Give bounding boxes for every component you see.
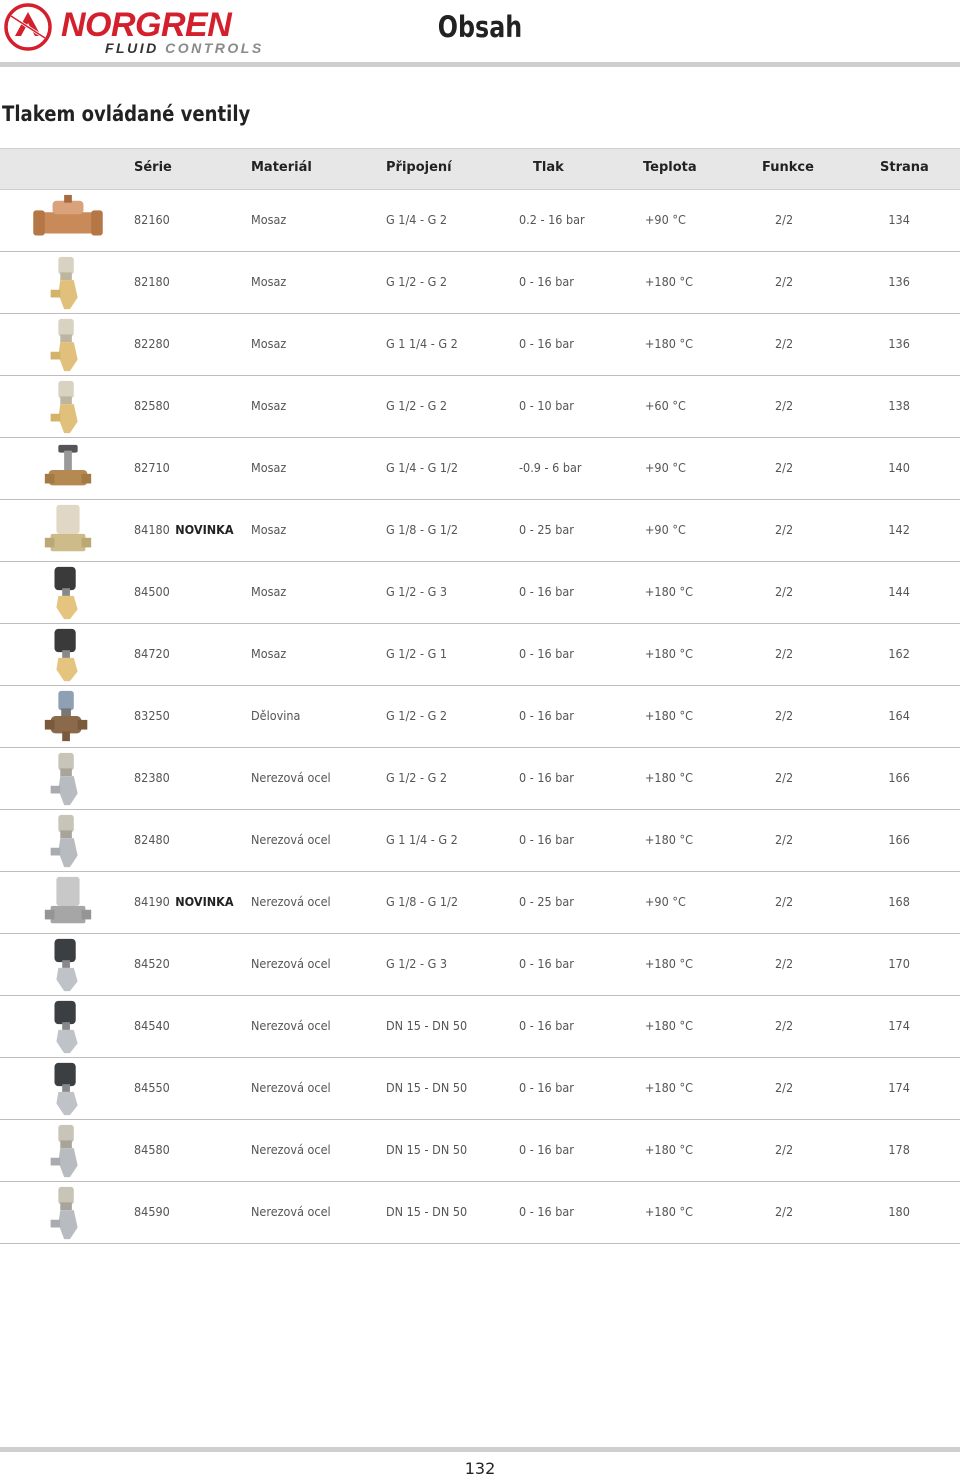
table-body xyxy=(0,190,960,1244)
cell-serie: 84540 xyxy=(134,1018,170,1033)
cell-teplota: +180 °C xyxy=(645,1080,693,1095)
cell-pripojeni: DN 15 - DN 50 xyxy=(386,1204,468,1219)
cell-strana: 134 xyxy=(888,212,910,227)
cell-strana: 162 xyxy=(888,646,910,661)
cell-serie: 84720 xyxy=(134,646,170,661)
cell-material: Mosaz xyxy=(251,274,287,289)
brass-angle-seat-valve-icon xyxy=(30,317,106,373)
cell-strana: 140 xyxy=(888,460,910,475)
cell-strana: 166 xyxy=(888,832,910,847)
cell-pripojeni: G 1/2 - G 1 xyxy=(386,646,448,661)
valve-table xyxy=(0,148,960,1244)
cell-material: Nerezová ocel xyxy=(251,956,331,971)
cell-tlak: 0.2 - 16 bar xyxy=(519,212,585,227)
cell-material: Mosaz xyxy=(251,646,287,661)
cell-tlak: 0 - 16 bar xyxy=(519,646,574,661)
cell-strana: 174 xyxy=(888,1018,910,1033)
column-header-serie: Série xyxy=(134,160,172,175)
cell-teplota: +90 °C xyxy=(645,460,686,475)
black-actuator-steel-valve-icon xyxy=(30,937,106,993)
table-row xyxy=(0,500,960,562)
cell-material: Dělovina xyxy=(251,708,301,723)
cell-funkce: 2/2 xyxy=(775,1018,794,1033)
header-divider xyxy=(0,62,960,67)
column-header-strana: Strana xyxy=(880,160,929,175)
bronze-globe-valve-icon xyxy=(30,689,106,745)
cell-material: Nerezová ocel xyxy=(251,894,331,909)
norgren-emblem-icon xyxy=(3,2,57,56)
cell-teplota: +180 °C xyxy=(645,274,693,289)
cell-material: Nerezová ocel xyxy=(251,770,331,785)
column-header-teplota: Teplota xyxy=(643,160,697,175)
cell-serie: 82480 xyxy=(134,832,170,847)
cell-pripojeni: G 1/2 - G 2 xyxy=(386,398,448,413)
cell-material: Mosaz xyxy=(251,336,287,351)
cell-funkce: 2/2 xyxy=(775,1204,794,1219)
brass-piston-valve-icon xyxy=(30,503,106,559)
cell-serie: 84500 xyxy=(134,584,170,599)
cell-pripojeni: G 1/4 - G 1/2 xyxy=(386,460,459,475)
novinka-badge: NOVINKA xyxy=(175,522,234,537)
cell-serie: 82380 xyxy=(134,770,170,785)
steel-angle-seat-valve-icon xyxy=(30,813,106,869)
cell-material: Nerezová ocel xyxy=(251,1018,331,1033)
cell-serie: 82580 xyxy=(134,398,170,413)
table-row xyxy=(0,190,960,252)
table-header xyxy=(0,148,960,190)
cell-serie: 84190 NOVINKA xyxy=(134,894,234,909)
table-row xyxy=(0,686,960,748)
cell-tlak: 0 - 16 bar xyxy=(519,584,574,599)
cell-tlak: -0.9 - 6 bar xyxy=(519,460,582,475)
cell-strana: 180 xyxy=(888,1204,910,1219)
cell-material: Nerezová ocel xyxy=(251,1080,331,1095)
cell-tlak: 0 - 16 bar xyxy=(519,1018,574,1033)
cell-tlak: 0 - 16 bar xyxy=(519,1142,574,1157)
cell-funkce: 2/2 xyxy=(775,1142,794,1157)
cell-funkce: 2/2 xyxy=(775,522,794,537)
cell-pripojeni: G 1 1/4 - G 2 xyxy=(386,832,458,847)
cell-teplota: +90 °C xyxy=(645,522,686,537)
cell-strana: 170 xyxy=(888,956,910,971)
table-row xyxy=(0,872,960,934)
cell-pripojeni: G 1/2 - G 3 xyxy=(386,956,448,971)
cell-tlak: 0 - 16 bar xyxy=(519,1204,574,1219)
cell-strana: 136 xyxy=(888,274,910,289)
cell-teplota: +90 °C xyxy=(645,212,686,227)
cell-teplota: +180 °C xyxy=(645,1204,693,1219)
cell-teplota: +180 °C xyxy=(645,336,693,351)
column-header-funkce: Funkce xyxy=(762,160,814,175)
cell-strana: 138 xyxy=(888,398,910,413)
column-header-material: Materiál xyxy=(251,160,312,175)
cell-serie: 84180 NOVINKA xyxy=(134,522,234,537)
cell-material: Mosaz xyxy=(251,398,287,413)
cell-teplota: +180 °C xyxy=(645,832,693,847)
cell-serie: 82280 xyxy=(134,336,170,351)
cell-pripojeni: G 1/4 - G 2 xyxy=(386,212,448,227)
cell-strana: 142 xyxy=(888,522,910,537)
cell-teplota: +180 °C xyxy=(645,708,693,723)
cell-material: Mosaz xyxy=(251,460,287,475)
brass-solenoid-valve-icon xyxy=(30,441,106,497)
cell-teplota: +60 °C xyxy=(645,398,686,413)
cell-pripojeni: DN 15 - DN 50 xyxy=(386,1018,468,1033)
table-row xyxy=(0,562,960,624)
cell-strana: 168 xyxy=(888,894,910,909)
cell-serie: 84580 xyxy=(134,1142,170,1157)
cell-pripojeni: DN 15 - DN 50 xyxy=(386,1080,468,1095)
cell-teplota: +180 °C xyxy=(645,584,693,599)
cell-pripojeni: G 1/2 - G 2 xyxy=(386,770,448,785)
cell-teplota: +180 °C xyxy=(645,770,693,785)
cell-funkce: 2/2 xyxy=(775,584,794,599)
cell-material: Mosaz xyxy=(251,522,287,537)
table-row xyxy=(0,376,960,438)
cell-serie: 82710 xyxy=(134,460,170,475)
cell-funkce: 2/2 xyxy=(775,956,794,971)
cell-strana: 144 xyxy=(888,584,910,599)
cell-tlak: 0 - 16 bar xyxy=(519,336,574,351)
cell-serie: 84590 xyxy=(134,1204,170,1219)
column-header-pripojeni: Připojení xyxy=(386,160,452,175)
brass-angle-seat-valve-icon xyxy=(30,255,106,311)
cell-pripojeni: DN 15 - DN 50 xyxy=(386,1142,468,1157)
black-actuator-brass-valve-icon xyxy=(30,627,106,683)
black-actuator-brass-valve-icon xyxy=(30,565,106,621)
cell-pripojeni: G 1/2 - G 3 xyxy=(386,584,448,599)
cell-funkce: 2/2 xyxy=(775,770,794,785)
cell-pripojeni: G 1/2 - G 2 xyxy=(386,274,448,289)
cell-teplota: +90 °C xyxy=(645,894,686,909)
cell-serie: 82180 xyxy=(134,274,170,289)
cell-strana: 136 xyxy=(888,336,910,351)
cell-pripojeni: G 1/8 - G 1/2 xyxy=(386,894,459,909)
cell-tlak: 0 - 25 bar xyxy=(519,522,574,537)
cell-teplota: +180 °C xyxy=(645,1142,693,1157)
cell-material: Nerezová ocel xyxy=(251,1142,331,1157)
table-row xyxy=(0,748,960,810)
cell-funkce: 2/2 xyxy=(775,708,794,723)
steel-angle-seat-valve-icon xyxy=(30,1123,106,1179)
table-row xyxy=(0,996,960,1058)
cell-strana: 164 xyxy=(888,708,910,723)
table-row xyxy=(0,438,960,500)
cell-teplota: +180 °C xyxy=(645,1018,693,1033)
cell-pripojeni: G 1 1/4 - G 2 xyxy=(386,336,458,351)
cell-material: Mosaz xyxy=(251,584,287,599)
black-actuator-steel-valve-icon xyxy=(30,999,106,1055)
brass-diaphragm-valve-icon xyxy=(30,193,106,249)
steel-angle-seat-valve-icon xyxy=(30,1185,106,1241)
steel-angle-seat-valve-icon xyxy=(30,751,106,807)
cell-funkce: 2/2 xyxy=(775,212,794,227)
cell-tlak: 0 - 25 bar xyxy=(519,894,574,909)
cell-pripojeni: G 1/8 - G 1/2 xyxy=(386,522,459,537)
cell-funkce: 2/2 xyxy=(775,274,794,289)
black-actuator-steel-valve-icon xyxy=(30,1061,106,1117)
cell-funkce: 2/2 xyxy=(775,460,794,475)
cell-material: Nerezová ocel xyxy=(251,832,331,847)
table-row xyxy=(0,934,960,996)
cell-tlak: 0 - 16 bar xyxy=(519,956,574,971)
cell-strana: 178 xyxy=(888,1142,910,1157)
cell-funkce: 2/2 xyxy=(775,646,794,661)
cell-strana: 166 xyxy=(888,770,910,785)
footer-divider xyxy=(0,1447,960,1452)
cell-funkce: 2/2 xyxy=(775,1080,794,1095)
brand-subtitle: FLUID CONTROLS xyxy=(105,40,264,56)
cell-tlak: 0 - 16 bar xyxy=(519,274,574,289)
cell-funkce: 2/2 xyxy=(775,894,794,909)
table-row xyxy=(0,1182,960,1244)
table-row xyxy=(0,1120,960,1182)
cell-funkce: 2/2 xyxy=(775,336,794,351)
page-header xyxy=(0,0,960,68)
cell-tlak: 0 - 16 bar xyxy=(519,770,574,785)
cell-serie: 82160 xyxy=(134,212,170,227)
cell-tlak: 0 - 10 bar xyxy=(519,398,574,413)
page-number: 132 xyxy=(464,1459,496,1478)
column-header-tlak: Tlak xyxy=(533,160,564,175)
cell-tlak: 0 - 16 bar xyxy=(519,832,574,847)
steel-piston-valve-icon xyxy=(30,875,106,931)
cell-teplota: +180 °C xyxy=(645,956,693,971)
cell-funkce: 2/2 xyxy=(775,832,794,847)
cell-tlak: 0 - 16 bar xyxy=(519,1080,574,1095)
table-row xyxy=(0,624,960,686)
table-row xyxy=(0,252,960,314)
cell-pripojeni: G 1/2 - G 2 xyxy=(386,708,448,723)
cell-strana: 174 xyxy=(888,1080,910,1095)
cell-material: Nerezová ocel xyxy=(251,1204,331,1219)
page-heading: Obsah xyxy=(437,10,523,44)
cell-teplota: +180 °C xyxy=(645,646,693,661)
table-row xyxy=(0,810,960,872)
brass-angle-seat-valve-icon xyxy=(30,379,106,435)
cell-tlak: 0 - 16 bar xyxy=(519,708,574,723)
cell-serie: 83250 xyxy=(134,708,170,723)
cell-material: Mosaz xyxy=(251,212,287,227)
cell-funkce: 2/2 xyxy=(775,398,794,413)
brand-name: NORGREN xyxy=(61,6,232,44)
table-row xyxy=(0,314,960,376)
cell-serie: 84520 xyxy=(134,956,170,971)
novinka-badge: NOVINKA xyxy=(175,894,234,909)
table-row xyxy=(0,1058,960,1120)
section-title: Tlakem ovládané ventily xyxy=(2,102,251,126)
cell-serie: 84550 xyxy=(134,1080,170,1095)
